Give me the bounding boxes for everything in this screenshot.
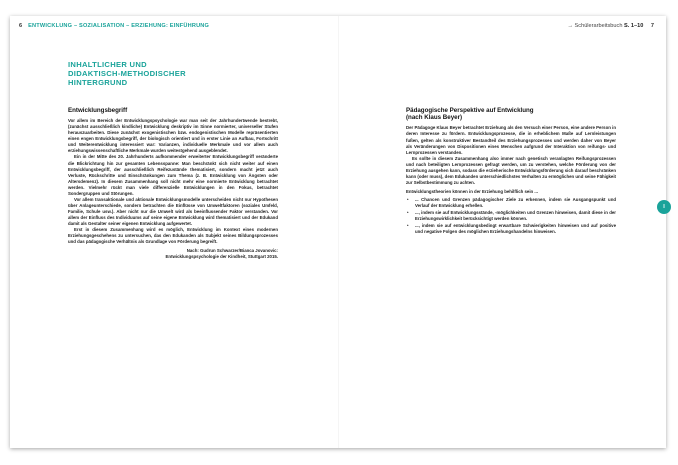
body-paragraph: Vor allem im Bereich der Entwicklungspsychologie war man seit der Jahrhundertwende bestrebt, (zunächst ausschließlich kindliche) Entwicklung deskriptiv im Sinne normierter, universeller Stufen herauszuarbeiten. Diese zunächst exogenistischen bzw. endogenistischen Modelle repräsentierten einen engen Entwicklungsbegriff, der biologisch orientiert und in erster Linie an Aufbau, Fortschritt und Weiterentwicklung interessiert war: Varianzen, individuelle Merkmale und vor allem auch erziehungswissenschaftliche Merkmale wurden weitestgehend ausgeblendet. bbox=[68, 118, 278, 154]
bullet-intro: Entwicklungstheorien können in der Erziehung behilflich sein ... bbox=[406, 188, 539, 194]
page-gutter bbox=[338, 16, 339, 448]
body-paragraph: Es sollte in diesem Zusammenhang also immer nach genetisch veranlagten Reifungsprozessen und nach beteiligten Lernprozessen gefragt werden, um zu verstehen, welche Förderung von der Erziehung ausgehen kann, sodass die erzieherische Entwicklungsförderung sich darauf beschränken kann (oder muss), dem Edukanden unterschiedlichstes Verhalten zu ermöglichen und seine Fähigkeit zur Selbstbestimmung zu achten. bbox=[406, 155, 616, 185]
chapter-tab-marker: I bbox=[657, 200, 671, 214]
section-title-line: DIDAKTISCH-METHODISCHER bbox=[68, 69, 186, 78]
workbook-reference-prefix: → Schülerarbeitsbuch bbox=[567, 23, 623, 29]
right-text-column bbox=[406, 107, 616, 236]
list-item: • ..., indem sie auf Entwicklungsstände, -möglichkeiten und Grenzen hinweisen, damit diese in der Erziehungswirklichkeit berücksichtigt werden können. bbox=[406, 210, 616, 222]
heading-line: Pädagogische Perspektive auf Entwicklung bbox=[406, 107, 534, 114]
right-page-header bbox=[567, 23, 654, 29]
source-citation bbox=[68, 248, 278, 260]
workbook-page-range: S. 1–10 bbox=[624, 23, 644, 29]
left-text-column bbox=[68, 107, 278, 260]
body-paragraph: Erst in diesem Zusammenhang wird es möglich, Entwicklung im Kontext eines modernen Erziehungsgeschehens zu untersuchen, das den Edukanden als Subjekt seines Bildungsprozesses und das pädagogische Verhältnis als Grundlage von Förderung begreift. bbox=[68, 227, 278, 245]
body-paragraph: Ein in der Mitte des 20. Jahrhunderts aufkommender erweiterter Entwicklungsbegriff veränderte die Blickrichtung hin zur gesamten Lebensspanne: Man beschränkt sich nicht weiter auf einen Entwicklungsbegriff, der ausschließlich Reifezustände thematisiert, sondern macht jetzt auch Verluste, Rückschritte und Einschränkungen zum Thema (z. B. Entwicklung von Ängsten oder Altersdemenz). In diesem Zusammenhang soll nicht mehr eine normierte Entwicklung betrachtet werden. Vielmehr rückt man viele differenzielle Entwicklungen in den Fokus, betrachtet Sondergruppen und Störungen. bbox=[68, 154, 278, 196]
list-item: • ..., indem sie auf entwicklungsbedingt erwartbare Schwierigkeiten hinweisen und auf positive und negative Folgen des möglichen Erziehungshandelns hinweisen. bbox=[406, 223, 616, 235]
section-title bbox=[68, 60, 268, 87]
section-title-line: INHALTLICHER UND bbox=[68, 60, 147, 69]
paedagogische-perspektive-heading bbox=[406, 107, 616, 121]
left-page-number: 6 bbox=[19, 23, 23, 29]
section-title-line: HINTERGRUND bbox=[68, 78, 128, 87]
heading-line: (nach Klaus Beyer) bbox=[406, 114, 463, 122]
book-spread bbox=[10, 16, 666, 448]
entwicklungsbegriff-heading: Entwicklungsbegriff bbox=[68, 107, 128, 114]
body-paragraph: Der Pädagoge Klaus Beyer betrachtet Erziehung als den Versuch einer Person, eine andere Person in deren Interesse zu fördern. Entwicklungsprozesse, die in erheblichem Maße auf Lernleistungen fußen, gelten als konstruktiver Bestandteil des Erziehungsprozesses und werden daher von Beyer als Veränderungen von Dispositionen eines Menschen aufgrund der Interaktion von reifungs- und Lernprozessen verstanden. bbox=[406, 125, 616, 155]
body-paragraph: Vor allem transaktionale und aktionale Entwicklungsmodelle unterscheiden nicht nur Hypothesen über Anlageunterschiede, sondern betrachten die Einflüsse von Umweltfaktoren (soziales Umfeld, Familie, Schule usw.). Aber nicht nur die Umwelt wird als beeinflussender Faktor verstanden. Vor allem der Einfluss des Individuums auf seine eigene Entwicklung wird thematisiert und der Edukand damit als Gestalter seiner eigenen Entwicklung aufgewertet. bbox=[68, 196, 278, 226]
source-citation-line: Nach: Gudrun Schwarzer/Bianca Jovanovic: bbox=[186, 248, 278, 254]
source-citation-line: Entwicklungspsychologie der Kindheit, Stuttgart 2015. bbox=[165, 254, 278, 260]
left-running-title: ENTWICKLUNG – SOZIALISATION – ERZIEHUNG: EINFÜHRUNG bbox=[28, 23, 210, 29]
bullet-list bbox=[406, 197, 616, 235]
right-page-number: 7 bbox=[650, 23, 654, 29]
list-item: • ... Chancen und Grenzen pädagogischer Ziele zu erkennen, indem sie Ausgangspunkt und Verlauf der Entwicklung erhellen. bbox=[406, 197, 616, 209]
left-page-header bbox=[19, 23, 209, 29]
